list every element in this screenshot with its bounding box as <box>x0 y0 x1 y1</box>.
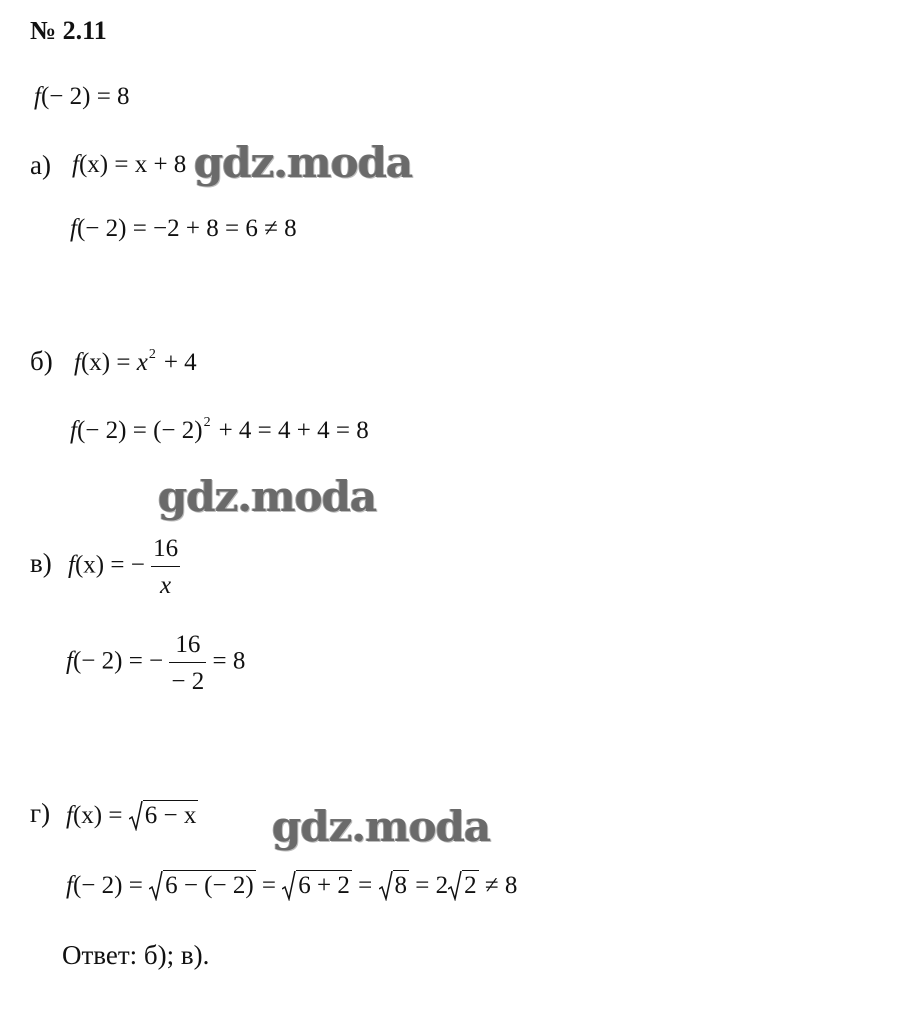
equals-minus: = − <box>128 647 164 675</box>
fraction-denominator: − 2 <box>171 668 205 695</box>
part-a-label: а) <box>30 150 51 180</box>
equals-minus: = − <box>110 551 145 579</box>
function-symbol: f <box>66 802 73 829</box>
radicand: 6 + 2 <box>298 872 350 899</box>
function-argument: (− 2) <box>76 417 127 444</box>
part-v-label: в) <box>30 548 52 578</box>
expression-tail: + 4 <box>163 349 197 376</box>
watermark: gdz.moda <box>194 138 413 187</box>
part-v-definition <box>68 536 180 598</box>
part-v-calculation <box>66 632 245 694</box>
radical-sign-icon <box>282 871 296 901</box>
square-root <box>129 800 199 828</box>
function-symbol: f <box>34 83 41 110</box>
function-argument: (x) <box>78 151 109 178</box>
function-argument: (− 2) <box>40 83 91 110</box>
part-a-calculation <box>70 216 297 241</box>
function-symbol: f <box>74 349 81 376</box>
function-argument: (x) <box>72 802 103 829</box>
part-b-definition <box>74 348 197 375</box>
square-root <box>282 870 352 898</box>
equals-sign: = <box>132 417 147 444</box>
variable: x <box>136 349 148 376</box>
equals-sign: = <box>108 802 123 829</box>
function-argument: (− 2) <box>72 647 123 675</box>
calculation-result: + 4 = 4 + 4 = 8 <box>218 417 369 444</box>
equals-sign: = <box>358 872 373 899</box>
answer-text: Ответ: б); в). <box>62 940 210 970</box>
function-symbol: f <box>66 647 73 675</box>
equals-sign: = <box>261 872 277 899</box>
calculation-result: ≠ 8 <box>484 872 518 899</box>
problem-number: № 2.11 <box>30 16 107 45</box>
equals-sign: = <box>128 872 143 899</box>
watermark: gdz.moda <box>158 472 377 521</box>
part-g-definition <box>66 800 198 828</box>
fraction-denominator: x <box>160 572 172 599</box>
function-argument: (x) <box>80 349 111 376</box>
equals-coefficient: = 2 <box>415 872 449 899</box>
square-root <box>448 870 479 898</box>
radical-sign-icon <box>129 801 143 831</box>
watermark: gdz.moda <box>272 802 491 851</box>
part-a-definition <box>72 152 186 177</box>
fraction-numerator: 16 <box>169 632 206 663</box>
power-base: (− 2) <box>153 417 203 444</box>
function-argument: (− 2) <box>72 872 123 899</box>
function-symbol: f <box>66 872 73 899</box>
radicand: 6 − (− 2) <box>165 872 254 899</box>
equals-sign: = <box>116 349 131 376</box>
function-argument: (x) <box>74 551 105 579</box>
fraction <box>151 536 180 598</box>
part-g-label: г) <box>30 798 51 828</box>
radicand: 6 − x <box>144 802 197 829</box>
exponent: 2 <box>148 347 156 362</box>
radical-sign-icon <box>448 871 462 901</box>
square-root <box>149 870 256 898</box>
radical-sign-icon <box>379 871 393 901</box>
square-root <box>379 870 410 898</box>
function-expression: = x + 8 <box>114 151 187 178</box>
calculation-result: = −2 + 8 = 6 ≠ 8 <box>132 215 297 242</box>
radical-sign-icon <box>149 871 163 901</box>
condition-value: = 8 <box>96 83 130 110</box>
part-b-calculation <box>70 416 369 443</box>
exponent: 2 <box>203 415 211 430</box>
radicand: 8 <box>394 872 407 899</box>
part-g-calculation <box>66 870 517 898</box>
fraction <box>169 632 206 694</box>
function-symbol: f <box>72 151 79 178</box>
condition-line <box>34 84 130 109</box>
function-argument: (− 2) <box>76 215 127 242</box>
fraction-numerator: 16 <box>151 536 180 567</box>
calculation-result: = 8 <box>212 647 246 675</box>
function-symbol: f <box>70 215 77 242</box>
function-symbol: f <box>70 417 77 444</box>
function-symbol: f <box>68 551 75 579</box>
radicand: 2 <box>464 872 477 899</box>
part-b-label: б) <box>30 346 53 376</box>
